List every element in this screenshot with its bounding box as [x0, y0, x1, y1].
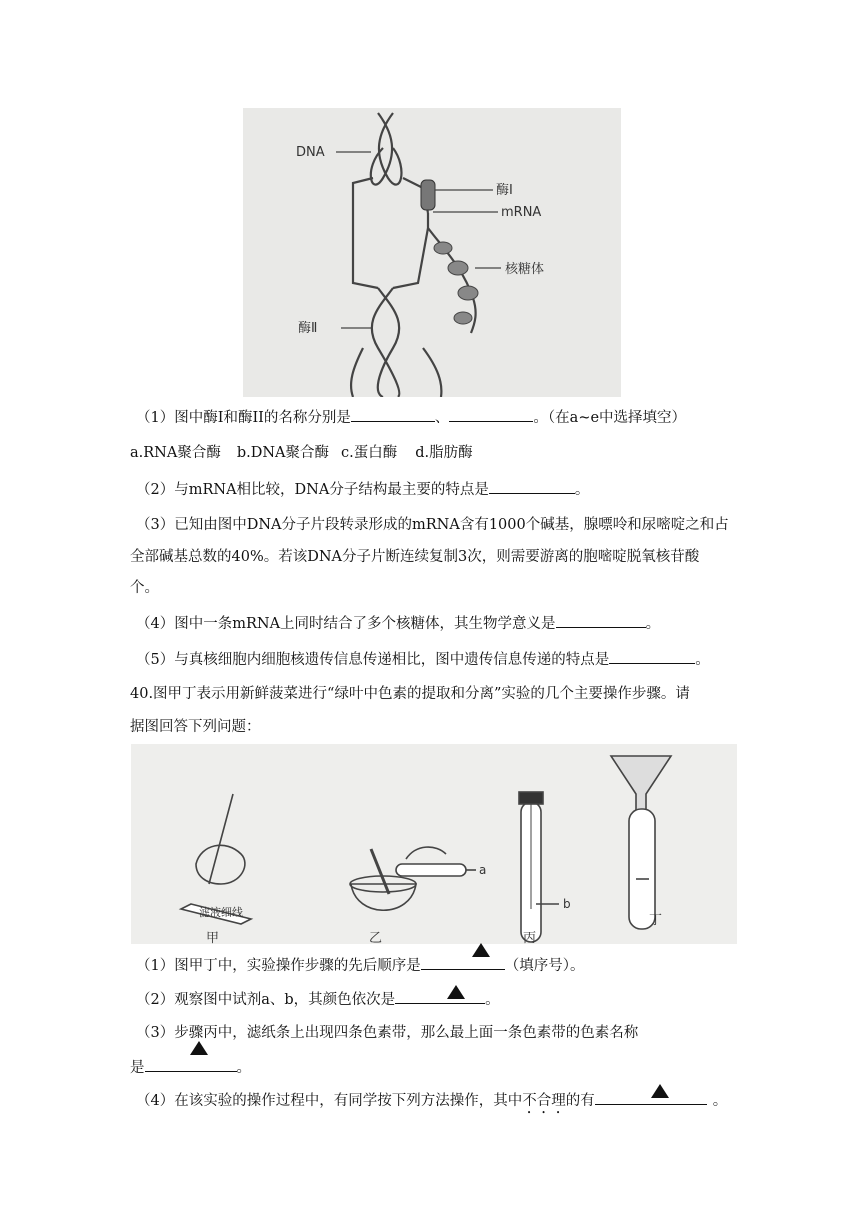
answer-blank[interactable] — [556, 613, 646, 628]
label-filter-line: 滤液细线 — [199, 906, 243, 919]
q40-part2: （2）观察图中试剂a、b，其颜色依次是 。 — [136, 989, 500, 1010]
answer-blank[interactable] — [489, 479, 575, 494]
q40-part3-line1: （3）步骤丙中，滤纸条上出现四条色素带，那么最上面一条色素带的色素名称 — [136, 1025, 639, 1041]
q39-part3-line1: （3）已知由图中DNA分子片段转录形成的mRNA含有1000个碱基，腺嘌呤和尿嘧啶之和占 — [136, 517, 729, 533]
label-jia: 甲 — [206, 931, 220, 944]
answer-blank[interactable] — [395, 989, 485, 1004]
pigment-experiment-figure — [131, 744, 737, 944]
q40-part4: （4）在该实验的操作过程中，有同学按下列方法操作，其中不合理的有 。 — [136, 1090, 727, 1117]
q40-part1: （1）图甲丁中，实验操作步骤的先后顺序是 （填序号）。 — [136, 955, 584, 976]
q39-part3-line2: 全部碱基总数的40%。若该DNA分子片断连续复制3次，则需要游离的胞嘧啶脱氧核苷酸 — [130, 549, 700, 565]
label-a: a — [479, 863, 487, 877]
label-yi: 乙 — [369, 931, 383, 944]
label-mrna: mRNA — [501, 205, 542, 220]
answer-blank[interactable] — [609, 649, 695, 664]
answer-blank[interactable] — [351, 407, 435, 422]
dna-transcription-figure — [243, 108, 621, 397]
answer-marker-icon — [651, 1084, 669, 1098]
q39-options: a.RNA聚合酶 b.DNA聚合酶 c.蛋白酶 d.脂肪酶 — [130, 445, 473, 461]
label-enzyme1: 酶Ⅰ — [496, 183, 513, 198]
label-ding: 丁 — [649, 913, 663, 928]
label-ribosome: 核糖体 — [505, 262, 545, 277]
q40-intro-line1: 40.图甲丁表示用新鲜菠菜进行“绿叶中色素的提取和分离”实验的几个主要操作步骤。请 — [130, 686, 690, 702]
label-dna: DNA — [296, 145, 325, 160]
answer-marker-icon — [472, 943, 490, 957]
label-enzyme2: 酶Ⅱ — [298, 321, 318, 336]
q40-part3-line2: 是 。 — [130, 1057, 251, 1078]
label-bing: 丙 — [523, 931, 537, 944]
answer-blank[interactable] — [145, 1057, 237, 1072]
answer-marker-icon — [447, 985, 465, 999]
answer-marker-icon — [190, 1041, 208, 1055]
q39-part3-line3: 个。 — [130, 580, 159, 596]
answer-blank[interactable] — [421, 955, 505, 970]
label-b: b — [563, 897, 571, 911]
q39-part4: （4）图中一条mRNA上同时结合了多个核糖体，其生物学意义是 。 — [136, 613, 660, 634]
q39-part5: （5）与真核细胞内细胞核遗传信息传递相比，图中遗传信息传递的特点是 。 — [136, 649, 710, 670]
q40-intro-line2: 据图回答下列问题： — [130, 719, 261, 735]
q39-part1: （1）图中酶Ⅰ和酶II的名称分别是 、 。（在a~e中选择填空） — [136, 407, 686, 428]
q39-part2: （2）与mRNA相比较，DNA分子结构最主要的特点是 。 — [136, 479, 589, 500]
answer-blank[interactable] — [449, 407, 533, 422]
